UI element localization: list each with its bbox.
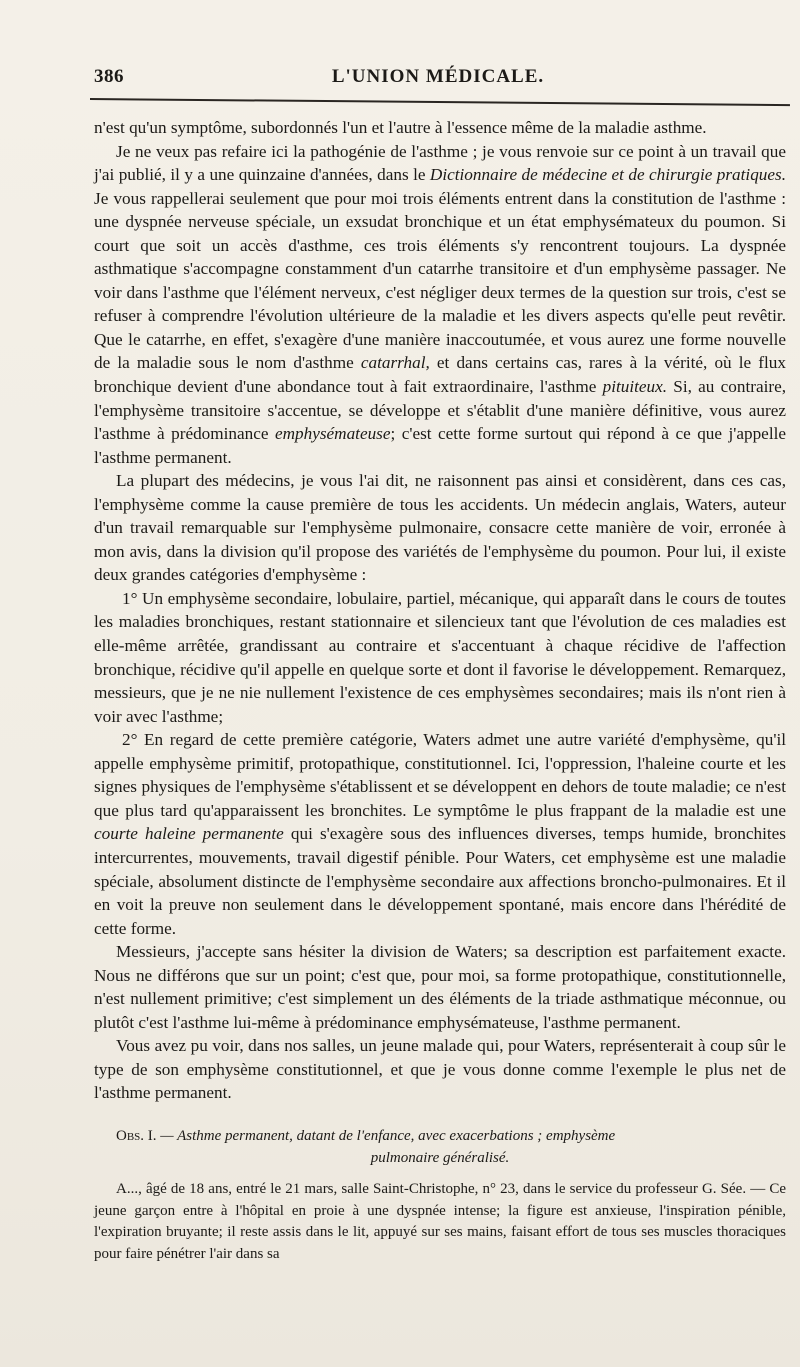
- case-subtitle: pulmonaire généralisé.: [370, 1149, 510, 1166]
- paragraph-6: Messieurs, j'accepte sans hésiter la division de Waters; sa description est parfaitement exacte. Nous ne différons que sur un point; c'est que, pour moi, sa forme protopathique, constitutionnelle, n'est nullement primitive; c'est simplement un des éléments de la triade asthmatique méconnue, ou plutôt c'est l'asthme lui-même à prédominance emphysémateuse, l'asthme permanent.: [94, 942, 786, 1032]
- case-title: Obs. I. — Asthme permanent, datant de l'enfance, avec exacerbations ; emphysème pulmonaire généralisé.: [94, 1125, 786, 1169]
- paragraph-1: n'est qu'un symptôme, subordonnés l'un et l'autre à l'essence même de la maladie asthme.: [94, 118, 707, 137]
- paragraph-3: La plupart des médecins, je vous l'ai dit, ne raisonnent pas ainsi et considèrent, dans ces cas, l'emphysème comme la cause première de tous les accidents. Un médecin anglais, Waters, auteur d'un travail remarquable sur l'emphysème pulmonaire, consacre cette manière de voir, erronée à mon avis, dans la division qu'il propose des variétés de l'emphysème du poumon. Pour lui, il existe deux grandes catégories d'emphysème :: [94, 471, 786, 585]
- dictionary-title: Dictionnaire de médecine et de chirurgie pratiques.: [429, 165, 787, 185]
- page-header: [88, 66, 788, 96]
- case-body: [94, 1179, 786, 1266]
- header-rule: [90, 98, 790, 106]
- case-paragraph: A..., âgé de 18 ans, entré le 21 mars, salle Saint-Christophe, n° 23, dans le service du professeur G. Sée. — Ce jeune garçon entre à l'hôpital en proie à une dyspnée intense; la figure est anxieuse, l'inspiration pénible, l'expiration bruyante; il reste assis dans le lit, appuyé sur ses mains, faisant effort de tous ses muscles thoraciques pour faire pénétrer l'air dans sa: [94, 1180, 786, 1263]
- paragraph-7: Vous avez pu voir, dans nos salles, un jeune malade qui, pour Waters, représenterait à coup sûr le type de son emphysème constitutionnel, et que je vous donne comme l'exemple le plus net de l'asthme permanent.: [94, 1036, 786, 1103]
- list-item-1: 1° Un emphysème secondaire, lobulaire, partiel, mécanique, qui apparaît dans le cours de toutes les maladies bronchiques, restant stationnaire et silencieux tant que l'évolution de ces maladies est elle-même arrêtée, grandissant au contraire et s'accentuant à chaque récidive de l'affection bronchique, récidive qu'il appelle en quelque sorte et dont il favorise le développement. Remarquez, messieurs, que je ne nie nullement l'existence de ces emphysèmes secondaires; mais ils n'ont rien à voir avec l'asthme;: [94, 588, 786, 726]
- page-number: 386: [94, 66, 124, 87]
- paragraph-2: Je ne veux pas refaire ici la pathogénie de l'asthme ; je vous renvoie sur ce point à un travail que j'ai publié, il y a une quinzaine d'années, dans le Dictionnaire de médecine et de chirurgie pratiques. Je vous rappellerai seulement que pour moi trois éléments entrent dans la constitution de l'asthme : une dyspnée nerveuse spéciale, un exsudat bronchique et un état emphysémateux du poumon. Si court que soit un accès d'asthme, ces trois éléments s'y rencontrent toujours. La dyspnée asthmatique s'accompagne constamment d'un catarrhe transitoire et d'un emphysème passager. Ne voir dans l'asthme que l'élément nerveux, c'est négliger deux termes de la question sur trois, c'est se refuser à comprendre l'évolution ultérieure de la maladie et les divers aspects qu'elle peut revêtir. Que le catarrhe, en effet, s'exagère d'une manière inaccoutumée, et vous aurez une forme nouvelle de la maladie sous le nom d'asthme catarrhal, et dans certains cas, rares à la vérité, où le flux bronchique devient d'une abondance tout à fait extraordinaire, l'asthme pituiteux. Si, au contraire, l'emphysème transitoire s'accentue, se développe et s'établit d'une manière définitive, vous aurez l'asthme à prédominance emphysémateuse; c'est cette forme surtout qui répond à ce que j'appelle l'asthme permanent.: [94, 141, 787, 467]
- list-item-2: 2° En regard de cette première catégorie, Waters admet une autre variété d'emphysème, qu'il appelle emphysème primitif, protopathique, constitutionnel. Ici, l'oppression, l'haleine courte et les signes physiques de l'emphysème s'établissent et se développent en dehors de toute maladie; ce n'est que plus tard qu'apparaissent les bronchites. Le symptôme le plus frappant de la maladie est une courte haleine permanente qui s'exagère sous des influences diverses, temps humide, bronchites intercurrentes, mouvements, travail digestif pénible. Pour Waters, cet emphysème est une maladie spéciale, absolument distincte de l'emphysème secondaire aux affections broncho-pulmonaires. Et il en voit la preuve non seulement dans le développement spontané, mais encore dans l'hérédité de cette forme.: [94, 730, 786, 938]
- journal-title: L'UNION MÉDICALE.: [331, 66, 545, 87]
- observation-label: Obs. I.: [116, 1127, 157, 1144]
- article-body: [94, 116, 786, 1266]
